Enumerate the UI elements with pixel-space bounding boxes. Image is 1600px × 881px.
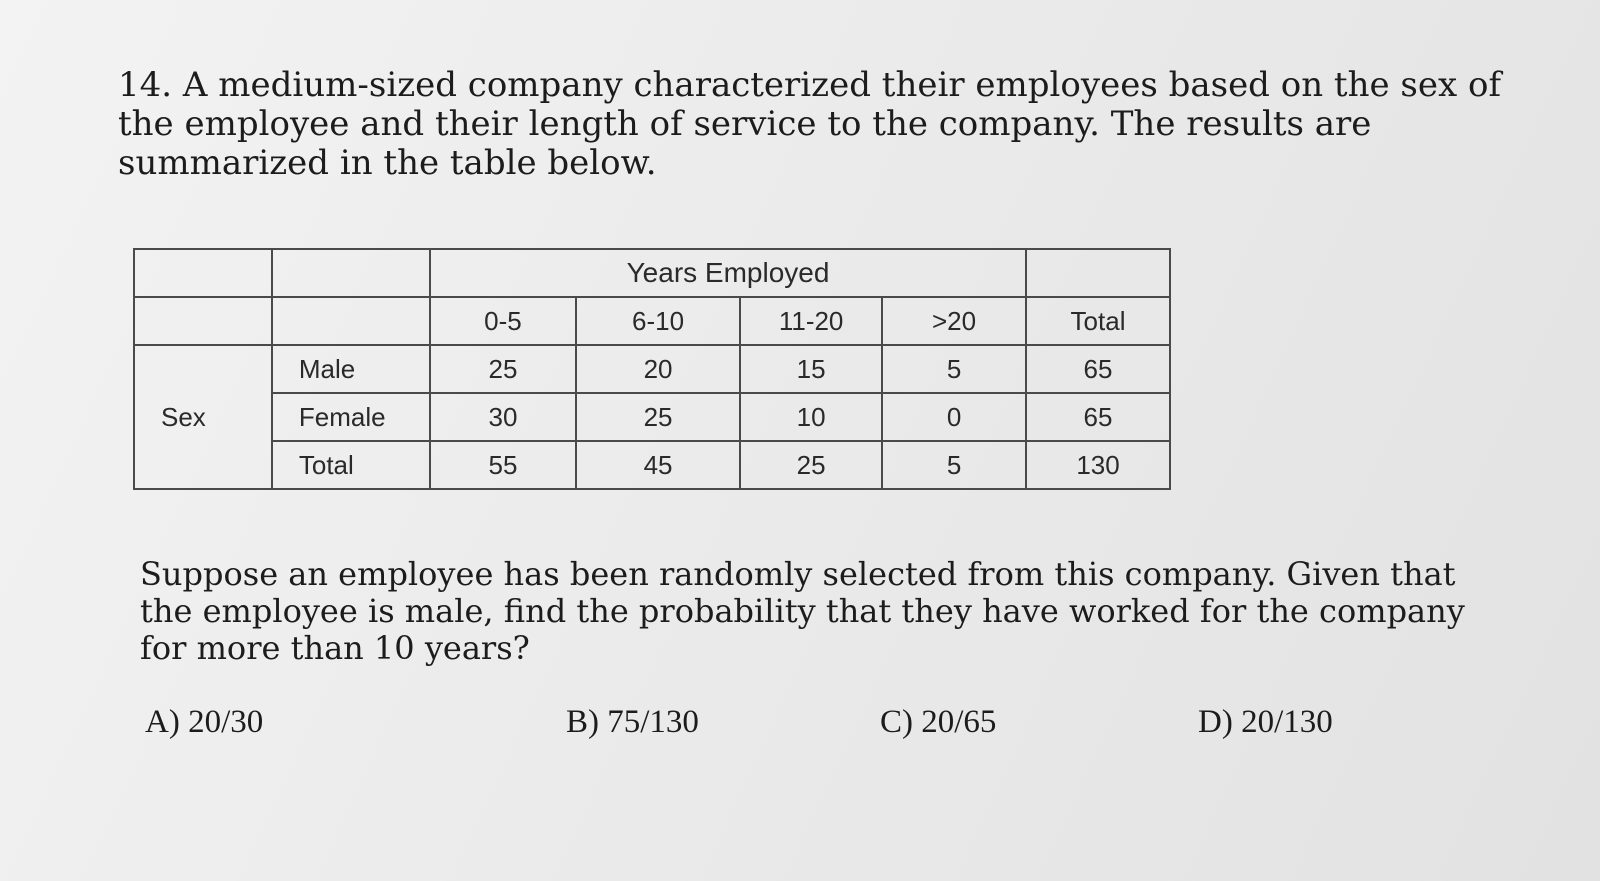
question-text (118, 65, 1502, 183)
row-label: Total (272, 441, 430, 489)
sex-row-label: Sex (134, 345, 272, 489)
prompt-line: for more than 10 years? (140, 629, 530, 667)
column-header: 6-10 (576, 297, 740, 345)
prompt-line: the employee is male, find the probability that they have worked for the company (140, 592, 1465, 630)
table-empty-cell (272, 249, 430, 297)
table-row (134, 345, 1170, 393)
prompt-text (140, 556, 1480, 667)
table-cell: 5 (882, 441, 1026, 489)
table-empty-cell (1026, 249, 1170, 297)
table-cell: 25 (430, 345, 576, 393)
table-cell: 65 (1026, 393, 1170, 441)
table-row (134, 393, 1170, 441)
table-cell: 20 (576, 345, 740, 393)
table-cell: 25 (576, 393, 740, 441)
years-employed-header: Years Employed (430, 249, 1026, 297)
table-column-header-row (134, 297, 1170, 345)
column-header: >20 (882, 297, 1026, 345)
row-label: Male (272, 345, 430, 393)
table-cell: 0 (882, 393, 1026, 441)
table-header-row (134, 249, 1170, 297)
table-row (134, 441, 1170, 489)
table-cell: 130 (1026, 441, 1170, 489)
table-empty-cell (134, 297, 272, 345)
table-cell: 55 (430, 441, 576, 489)
column-header: Total (1026, 297, 1170, 345)
table-empty-cell (134, 249, 272, 297)
prompt-line: Suppose an employee has been randomly selected from this company. Given that (140, 555, 1456, 593)
table-cell: 15 (740, 345, 882, 393)
column-header: 0-5 (430, 297, 576, 345)
answer-choice-c: C) 20/65 (880, 704, 997, 740)
table-cell: 25 (740, 441, 882, 489)
table-empty-cell (272, 297, 430, 345)
answer-choice-a: A) 20/30 (145, 704, 264, 740)
table-cell: 5 (882, 345, 1026, 393)
answer-choice-b: B) 75/130 (566, 704, 699, 740)
table-cell: 65 (1026, 345, 1170, 393)
table-cell: 10 (740, 393, 882, 441)
answer-choice-d: D) 20/130 (1198, 704, 1333, 740)
question-line: 14. A medium-sized company characterized their employees based on the sex of (118, 65, 1502, 105)
column-header: 11-20 (740, 297, 882, 345)
table-cell: 30 (430, 393, 576, 441)
contingency-table (133, 248, 1171, 490)
table-cell: 45 (576, 441, 740, 489)
row-label: Female (272, 393, 430, 441)
question-line: the employee and their length of service to the company. The results are (118, 104, 1372, 144)
question-line: summarized in the table below. (118, 143, 657, 183)
